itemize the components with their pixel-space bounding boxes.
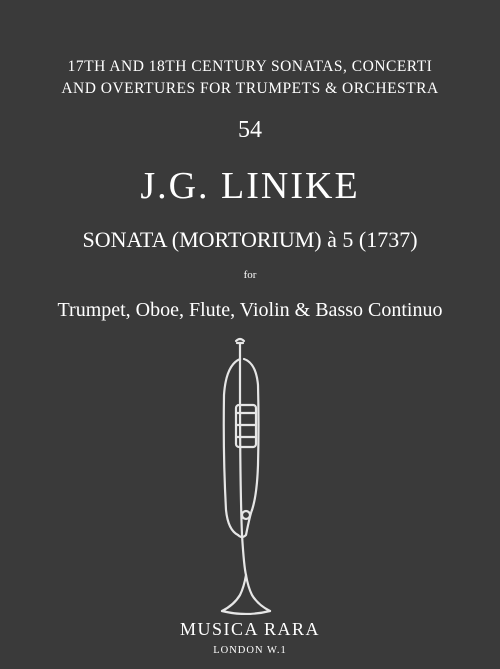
series-heading-line-1: 17TH AND 18TH CENTURY SONATAS, CONCERTI (67, 58, 433, 75)
series-heading (0, 56, 500, 100)
publisher-city: LONDON W.1 (213, 645, 287, 656)
for-label: for (243, 269, 257, 281)
instrumentation: Trumpet, Oboe, Flute, Violin & Basso Continuo (57, 299, 443, 321)
series-number: 54 (238, 117, 262, 143)
baroque-trumpet-icon (200, 335, 300, 615)
composer-name: J.G. LINIKE (140, 165, 360, 207)
series-heading-line-2: AND OVERTURES FOR TRUMPETS & ORCHESTRA (61, 80, 439, 97)
work-title: SONATA (MORTORIUM) à 5 (1737) (82, 227, 418, 252)
publisher-name: MUSICA RARA (179, 619, 321, 639)
